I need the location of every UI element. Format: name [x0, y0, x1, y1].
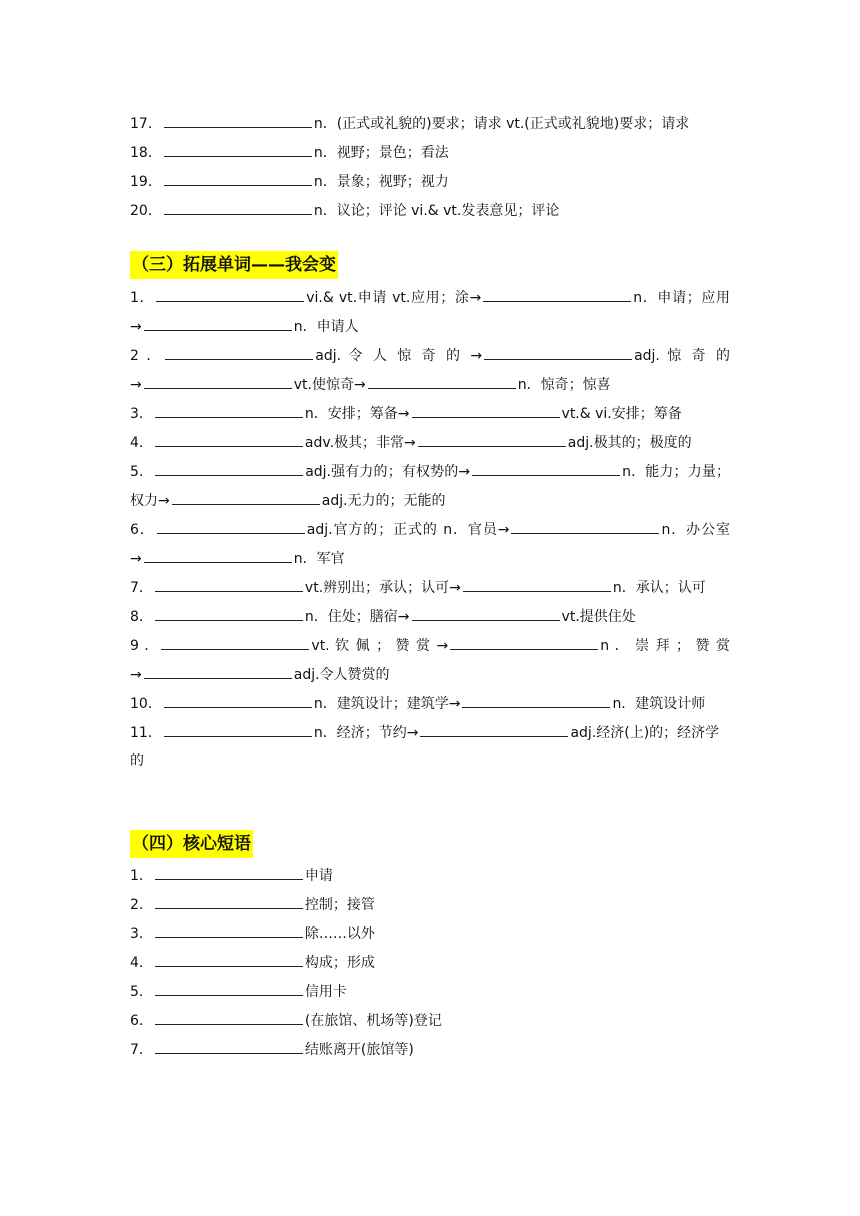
- line-text: vt. 钦 佩 ； 赞 赏 →: [311, 638, 449, 654]
- line-prefix: →: [130, 377, 142, 393]
- item-meaning: 构成；形成: [304, 955, 375, 971]
- answer-blank[interactable]: [155, 1010, 303, 1025]
- line-prefix: →: [130, 319, 142, 335]
- line-text: adj.无力的；无能的: [321, 493, 446, 509]
- section-heading-expand-words: （三）拓展单词——我会变: [130, 251, 338, 279]
- line-text: n．能力；力量；: [622, 464, 730, 480]
- answer-blank[interactable]: [144, 664, 292, 679]
- answer-blank[interactable]: [450, 635, 598, 650]
- answer-blank[interactable]: [155, 606, 303, 621]
- expand-line-8: [130, 606, 730, 627]
- answer-blank[interactable]: [463, 577, 611, 592]
- line-text: vt.& vi.安排；筹备: [561, 406, 682, 422]
- line-text: 的: [130, 753, 144, 769]
- answer-blank[interactable]: [172, 490, 320, 505]
- expand-line-1b: [130, 316, 730, 337]
- item-definition: n．(正式或礼貌的)要求；请求 vt.(正式或礼貌地)要求；请求: [313, 116, 690, 132]
- answer-blank[interactable]: [144, 316, 292, 331]
- answer-blank[interactable]: [483, 287, 631, 302]
- item-meaning: 信用卡: [304, 984, 347, 1000]
- item-number: 20．: [130, 203, 162, 219]
- answer-blank[interactable]: [155, 923, 303, 938]
- answer-blank[interactable]: [484, 345, 632, 360]
- answer-blank[interactable]: [511, 519, 659, 534]
- answer-blank[interactable]: [164, 113, 312, 128]
- answer-blank[interactable]: [161, 635, 309, 650]
- line-prefix: 2 ．: [130, 348, 164, 364]
- answer-blank[interactable]: [164, 722, 312, 737]
- item-number: 5．: [130, 984, 153, 1000]
- line-prefix: 11．: [130, 725, 162, 741]
- line-prefix: 5．: [130, 464, 154, 480]
- expand-line-9b: [130, 664, 730, 685]
- line-text: vi.& vt.申请 vt.应用；涂→: [306, 290, 482, 306]
- line-prefix: 7．: [130, 580, 153, 596]
- line-prefix: 10．: [130, 696, 162, 712]
- phrase-item-2: [130, 894, 730, 915]
- item-number: 6．: [130, 1013, 153, 1029]
- line-text: n．申请；应用: [633, 290, 730, 306]
- line-text: n．办公室: [661, 522, 730, 538]
- expand-line-10: [130, 693, 730, 714]
- line-text: n．申请人: [293, 319, 359, 335]
- item-number: 17．: [130, 116, 162, 132]
- answer-blank[interactable]: [155, 1039, 303, 1054]
- phrase-item-1: [130, 865, 730, 886]
- item-definition: n．景象；视野；视力: [313, 174, 449, 190]
- expand-line-7: [130, 577, 730, 598]
- item-number: 7．: [130, 1042, 153, 1058]
- line-text: n．安排；筹备→: [304, 406, 410, 422]
- line-text: adj. 惊 奇 的: [634, 348, 731, 364]
- expand-line-5b: [130, 490, 730, 511]
- item-number: 1．: [130, 868, 153, 884]
- answer-blank[interactable]: [472, 461, 620, 476]
- line-prefix: 6．: [130, 522, 155, 538]
- expand-line-6: [130, 519, 730, 540]
- item-definition: n．视野；景色；看法: [313, 145, 449, 161]
- answer-blank[interactable]: [412, 606, 560, 621]
- item-number: 18．: [130, 145, 162, 161]
- line-prefix: 8．: [130, 609, 153, 625]
- expand-line-1: [130, 287, 730, 308]
- answer-blank[interactable]: [155, 981, 303, 996]
- expand-line-4: [130, 432, 730, 453]
- answer-blank[interactable]: [418, 432, 566, 447]
- answer-blank[interactable]: [164, 693, 312, 708]
- answer-blank[interactable]: [164, 171, 312, 186]
- vocab-item-18: [130, 142, 730, 163]
- answer-blank[interactable]: [144, 548, 292, 563]
- line-text: n．经济；节约→: [313, 725, 419, 741]
- item-meaning: (在旅馆、机场等)登记: [304, 1013, 442, 1029]
- expand-line-6b: [130, 548, 730, 569]
- line-text: adj.令人赞赏的: [293, 667, 390, 683]
- item-definition: n．议论；评论 vi.& vt.发表意见；评论: [313, 203, 560, 219]
- phrase-item-6: [130, 1010, 730, 1031]
- line-text: n ． 崇 拜 ； 赞 赏: [600, 638, 731, 654]
- line-text: adv.极其；非常→: [304, 435, 416, 451]
- line-text: n．军官: [293, 551, 345, 567]
- answer-blank[interactable]: [155, 577, 303, 592]
- line-text: n．惊奇；惊喜: [517, 377, 611, 393]
- answer-blank[interactable]: [144, 374, 292, 389]
- line-text: adj. 令 人 惊 奇 的 →: [315, 348, 483, 364]
- line-text: vt.提供住处: [561, 609, 636, 625]
- answer-blank[interactable]: [155, 865, 303, 880]
- answer-blank[interactable]: [157, 519, 305, 534]
- answer-blank[interactable]: [420, 722, 568, 737]
- vocab-item-19: [130, 171, 730, 192]
- answer-blank[interactable]: [165, 345, 313, 360]
- line-text: n．建筑设计师: [612, 696, 706, 712]
- line-prefix: 权力→: [130, 493, 170, 509]
- item-meaning: 结账离开(旅馆等): [304, 1042, 414, 1058]
- answer-blank[interactable]: [412, 403, 560, 418]
- item-number: 19．: [130, 174, 162, 190]
- line-text: n．住处；膳宿→: [304, 609, 410, 625]
- expand-line-5: [130, 461, 730, 482]
- line-prefix: →: [130, 551, 142, 567]
- answer-blank[interactable]: [156, 287, 304, 302]
- answer-blank[interactable]: [164, 142, 312, 157]
- expand-line-2b: [130, 374, 730, 395]
- line-text: adj.极其的；极度的: [567, 435, 692, 451]
- expand-line-11b: [130, 751, 730, 771]
- line-text: adj.经济(上)的；经济学: [570, 725, 720, 741]
- line-prefix: 9 ．: [130, 638, 160, 654]
- expand-line-3: [130, 403, 730, 424]
- phrase-item-3: [130, 923, 730, 944]
- line-prefix: 1．: [130, 290, 155, 306]
- item-meaning: 申请: [304, 868, 333, 884]
- expand-line-11: [130, 722, 730, 743]
- answer-blank[interactable]: [155, 432, 303, 447]
- answer-blank[interactable]: [155, 403, 303, 418]
- item-number: 3．: [130, 926, 153, 942]
- line-text: adj.强有力的；有权势的→: [305, 464, 471, 480]
- vocab-item-20: [130, 200, 730, 221]
- vocab-item-17: [130, 113, 730, 134]
- line-text: vt.辨别出；承认；认可→: [304, 580, 461, 596]
- answer-blank[interactable]: [368, 374, 516, 389]
- answer-blank[interactable]: [164, 200, 312, 215]
- item-meaning: 除……以外: [304, 926, 375, 942]
- line-text: vt.使惊奇→: [293, 377, 366, 393]
- line-text: n．承认；认可: [612, 580, 706, 596]
- item-number: 4．: [130, 955, 153, 971]
- answer-blank[interactable]: [155, 952, 303, 967]
- line-text: adj.官方的；正式的 n．官员→: [306, 522, 510, 538]
- answer-blank[interactable]: [155, 894, 303, 909]
- expand-line-2: [130, 345, 730, 366]
- line-prefix: 4．: [130, 435, 153, 451]
- section-heading-core-phrases: （四）核心短语: [130, 830, 253, 858]
- phrase-item-5: [130, 981, 730, 1002]
- phrase-item-4: [130, 952, 730, 973]
- phrase-item-7: [130, 1039, 730, 1060]
- item-meaning: 控制；接管: [304, 897, 375, 913]
- line-text: n．建筑设计；建筑学→: [313, 696, 461, 712]
- item-number: 2．: [130, 897, 153, 913]
- line-prefix: 3．: [130, 406, 153, 422]
- expand-line-9: [130, 635, 730, 656]
- line-prefix: →: [130, 667, 142, 683]
- answer-blank[interactable]: [155, 461, 303, 476]
- answer-blank[interactable]: [462, 693, 610, 708]
